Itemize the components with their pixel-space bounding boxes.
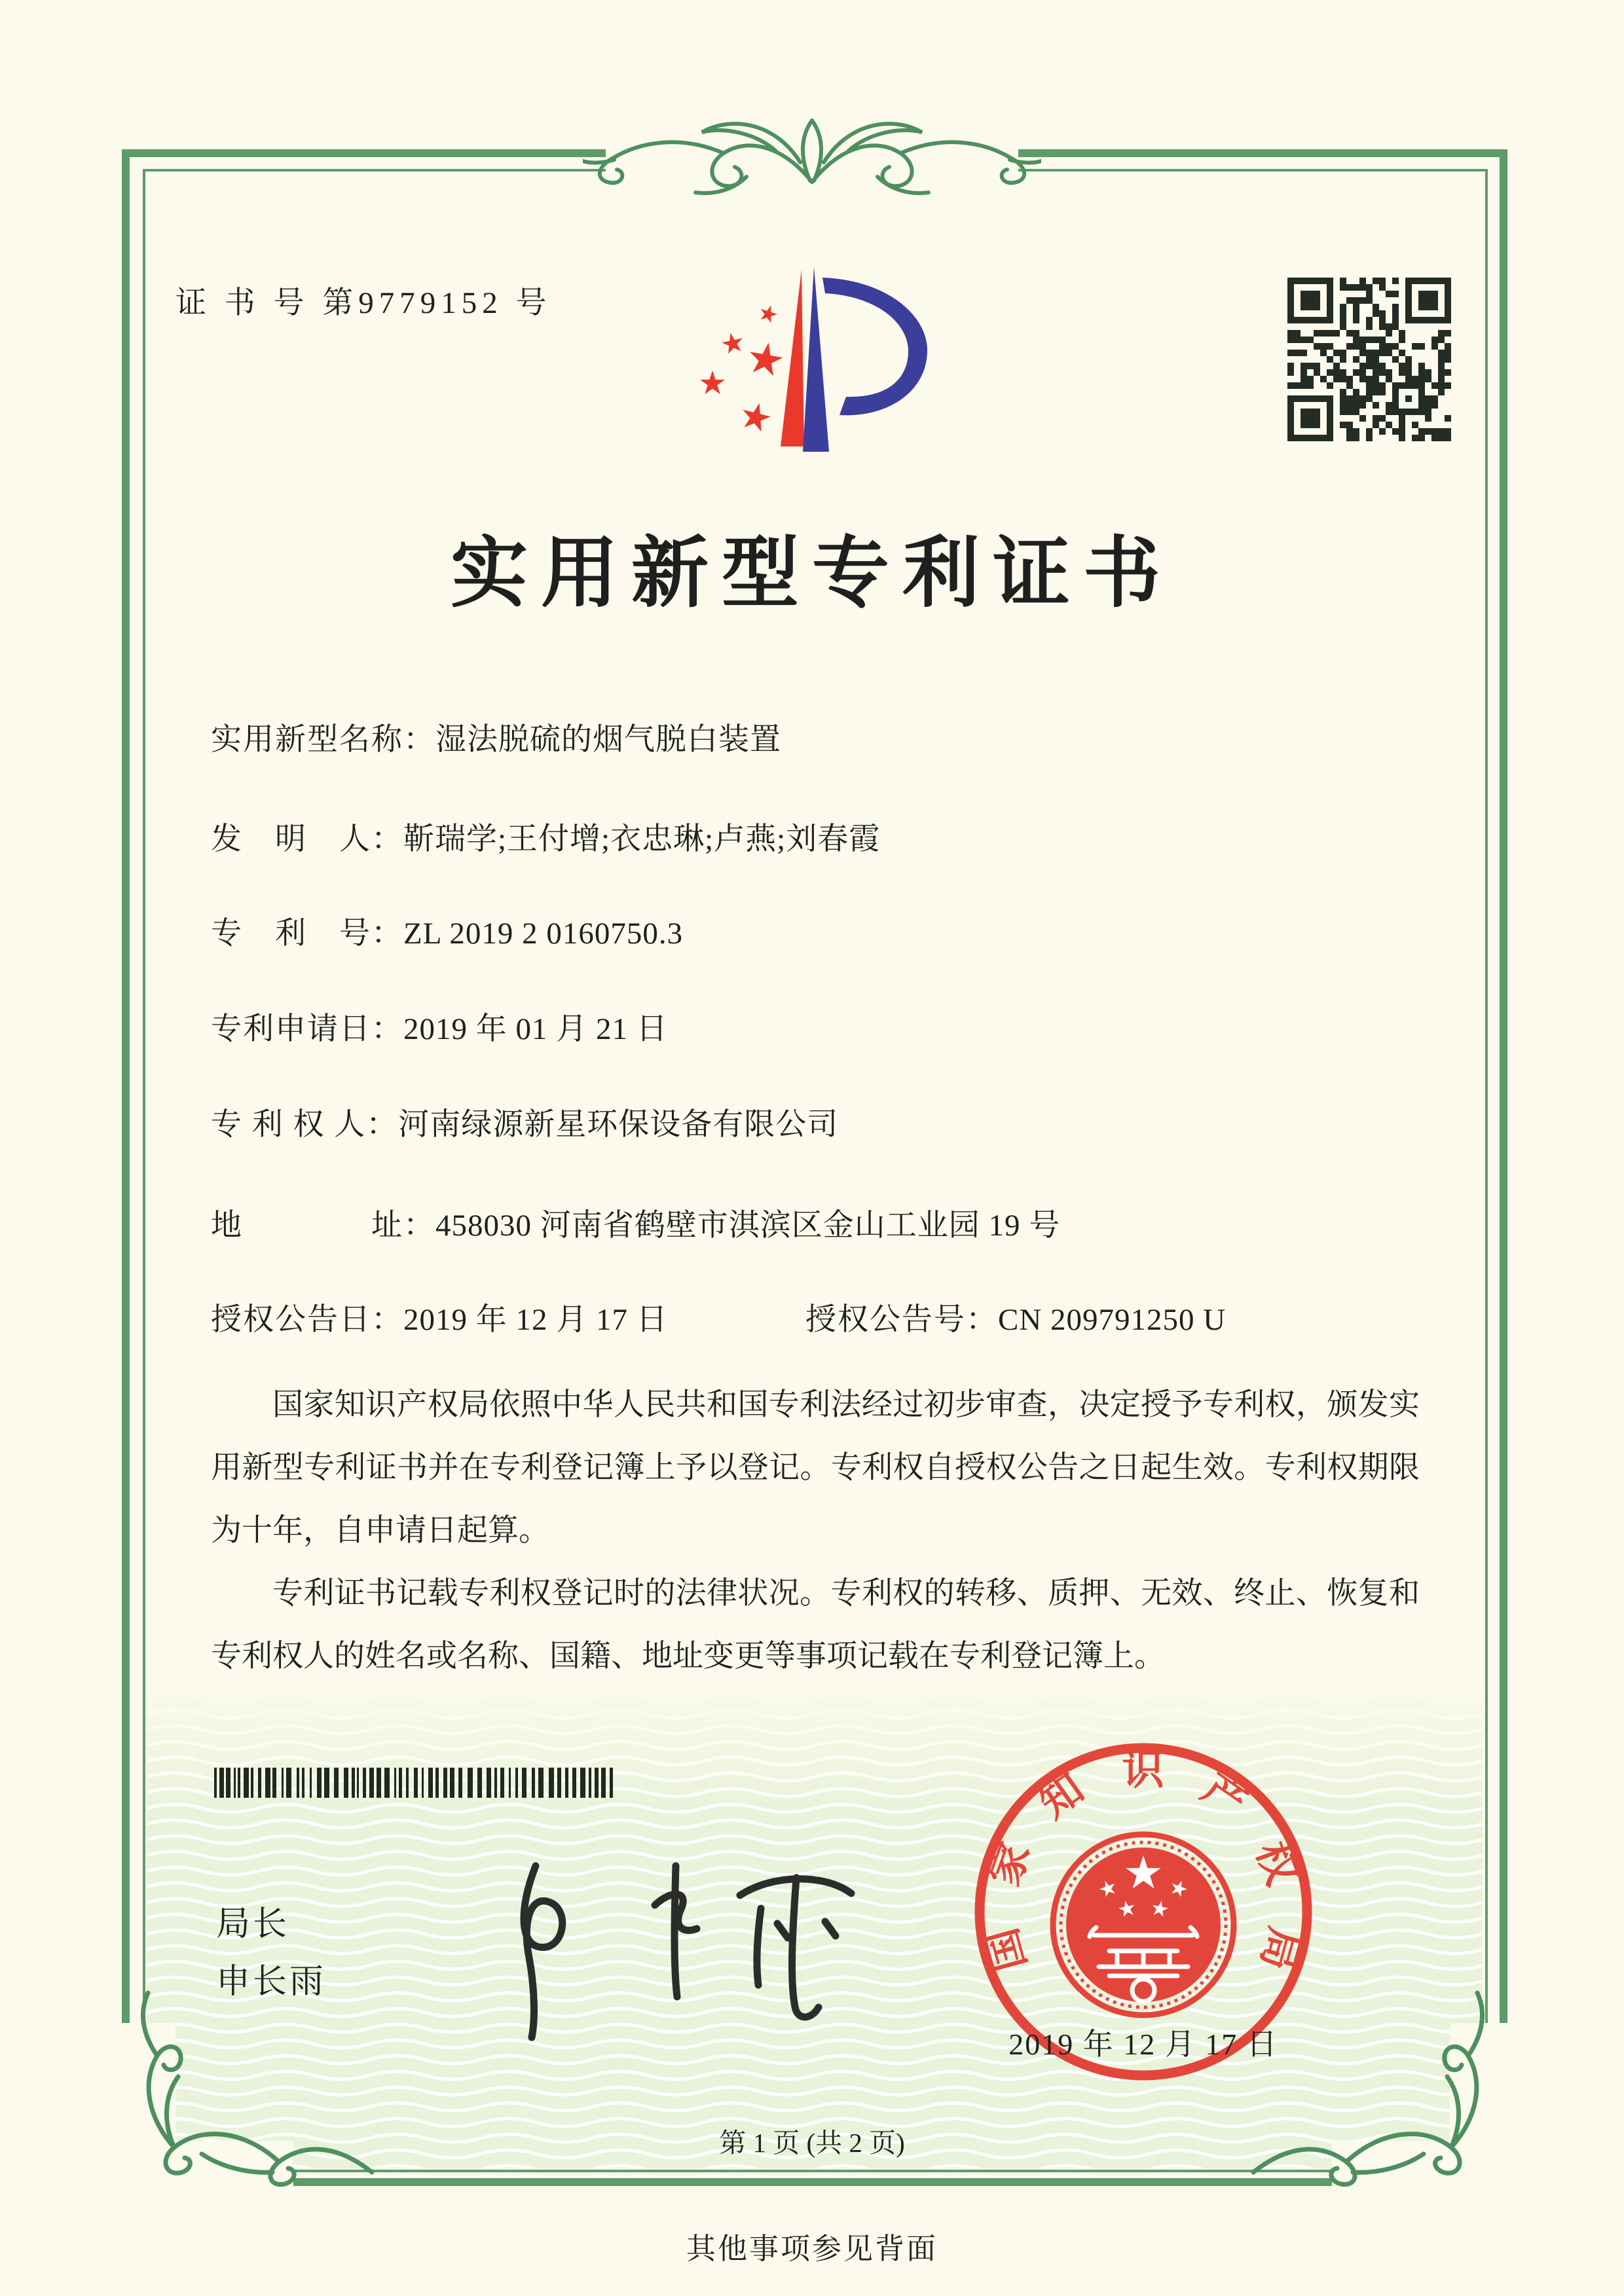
field-row-address [211, 1201, 1060, 1243]
national-emblem-icon [1053, 1834, 1234, 2015]
barcode [214, 1768, 616, 1798]
cnipa-logo-icon [692, 261, 940, 457]
field-label: 专 利 号： [211, 917, 403, 951]
director-title-label: 局长 [216, 1906, 290, 1943]
field-label: 实用新型名称： [211, 723, 435, 757]
qr-code [1287, 278, 1451, 441]
legal-paragraph-1: 国家知识产权局依照中华人民共和国专利法经过初步审查，决定授予专利权，颁发实用新型专利证书并在专利登记簿上予以登记。专利权自授权公告之日起生效。专利权期限为十年，自申请日起算。 [211, 1388, 1420, 1548]
legal-paragraph-2: 专利证书记载专利权登记时的法律状况。专利权的转移、质押、无效、终止、恢复和专利权人的姓名或名称、国籍、地址变更等事项记载在专利登记簿上。 [211, 1576, 1420, 1673]
field-label: 授权公告日： [211, 1303, 403, 1337]
certificate-title: 实用新型专利证书 [450, 531, 1173, 617]
bottom-left-corner-ornament [97, 1990, 405, 2193]
field-row-filing-date [211, 1004, 668, 1046]
field-row-inventors [211, 814, 880, 856]
field-row-grant-date [211, 1295, 1227, 1337]
field-row-patentee [211, 1100, 838, 1142]
field-value: 2019 年 12 月 17 日 [403, 1303, 668, 1337]
director-signature [458, 1846, 864, 2043]
field-label: 授权公告号： [805, 1303, 998, 1337]
field-value: CN 209791250 U [998, 1303, 1227, 1337]
field-label: 发 明 人： [211, 822, 403, 856]
seal-date: 2019 年 12 月 17 日 [1008, 2028, 1278, 2061]
field-grant-publication [805, 1295, 1226, 1339]
field-value: 河南绿源新星环保设备有限公司 [398, 1108, 839, 1142]
field-label: 专 利 权 人： [211, 1108, 399, 1142]
field-label: 专利申请日： [211, 1012, 403, 1046]
field-label: 地 址： [211, 1209, 435, 1243]
field-value: ZL 2019 2 0160750.3 [403, 917, 684, 951]
field-row-name [211, 715, 781, 757]
director-name: 申长雨 [216, 1963, 327, 2001]
page-number: 第 1 页 (共 2 页) [719, 2128, 905, 2158]
seal-text: 国家知识产权局 [978, 1747, 1308, 1977]
field-value: 458030 河南省鹤壁市淇滨区金山工业园 19 号 [435, 1209, 1061, 1243]
field-row-patent-no [211, 909, 683, 951]
certificate-number: 证 书 号 第9779152 号 [175, 286, 552, 320]
top-border-ornament [583, 98, 1041, 226]
legal-text [211, 1374, 1420, 1688]
field-value: 靳瑞学;王付增;衣忠琳;卢燕;刘春霞 [403, 822, 881, 856]
field-value: 2019 年 01 月 21 日 [403, 1012, 668, 1046]
field-value: 湿法脱硫的烟气脱白装置 [435, 723, 781, 757]
back-note: 其他事项参见背面 [686, 2232, 938, 2265]
